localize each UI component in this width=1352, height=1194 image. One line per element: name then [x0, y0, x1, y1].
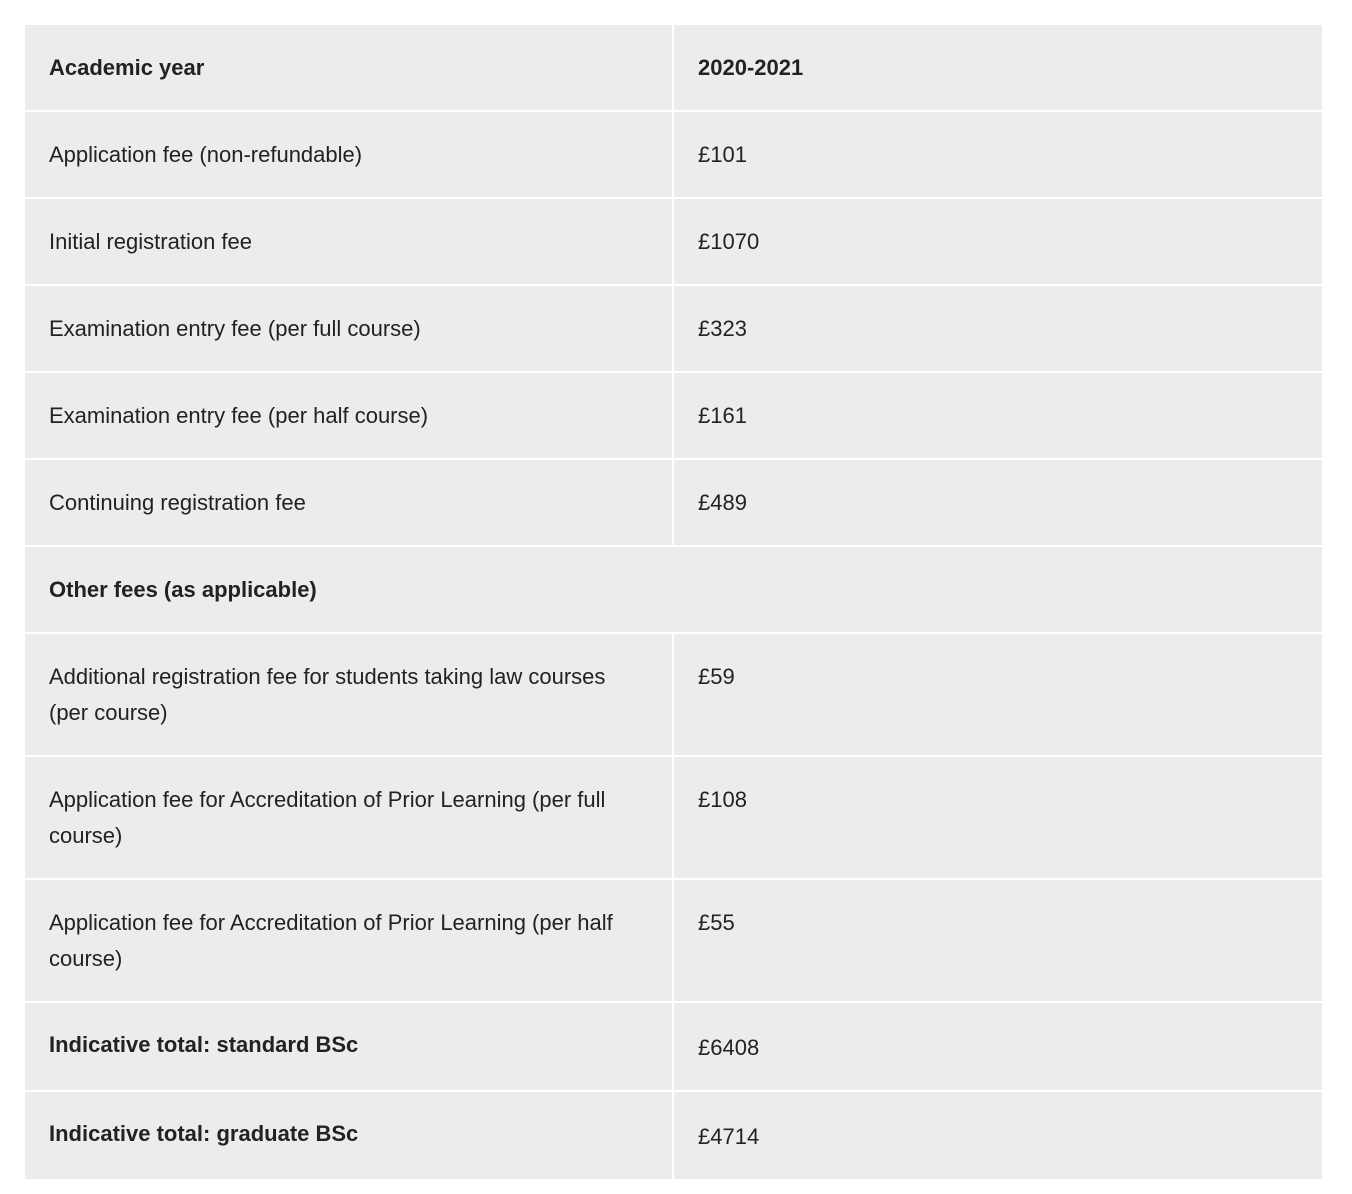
fee-label: Application fee (non-refundable)	[25, 111, 673, 198]
fee-label: Examination entry fee (per full course)	[25, 285, 673, 372]
table-row	[25, 756, 1322, 879]
fee-label: Examination entry fee (per half course)	[25, 372, 673, 459]
total-row	[25, 1091, 1322, 1179]
header-label: Academic year	[25, 25, 673, 111]
total-label: Indicative total: graduate BSc	[25, 1091, 673, 1179]
fee-value: £55	[673, 879, 1322, 1002]
fee-value: £59	[673, 633, 1322, 756]
section-header-row	[25, 546, 1322, 633]
table-row	[25, 111, 1322, 198]
total-label: Indicative total: standard BSc	[25, 1002, 673, 1091]
header-year: 2020-2021	[673, 25, 1322, 111]
table-row	[25, 459, 1322, 546]
fee-value: £108	[673, 756, 1322, 879]
table-row	[25, 372, 1322, 459]
table-row	[25, 633, 1322, 756]
fee-value: £101	[673, 111, 1322, 198]
table-header-row	[25, 25, 1322, 111]
table-row	[25, 285, 1322, 372]
fees-table	[25, 25, 1322, 1179]
fee-value: £489	[673, 459, 1322, 546]
other-fees-heading: Other fees (as applicable)	[25, 546, 1322, 633]
table-row	[25, 198, 1322, 285]
total-value: £6408	[673, 1002, 1322, 1091]
fee-label: Additional registration fee for students taking law courses (per course)	[25, 633, 673, 756]
fee-label: Application fee for Accreditation of Prior Learning (per half course)	[25, 879, 673, 1002]
fee-value: £323	[673, 285, 1322, 372]
fee-value: £161	[673, 372, 1322, 459]
total-value: £4714	[673, 1091, 1322, 1179]
fee-label: Application fee for Accreditation of Prior Learning (per full course)	[25, 756, 673, 879]
fee-label: Continuing registration fee	[25, 459, 673, 546]
fee-label: Initial registration fee	[25, 198, 673, 285]
table-row	[25, 879, 1322, 1002]
total-row	[25, 1002, 1322, 1091]
fee-value: £1070	[673, 198, 1322, 285]
